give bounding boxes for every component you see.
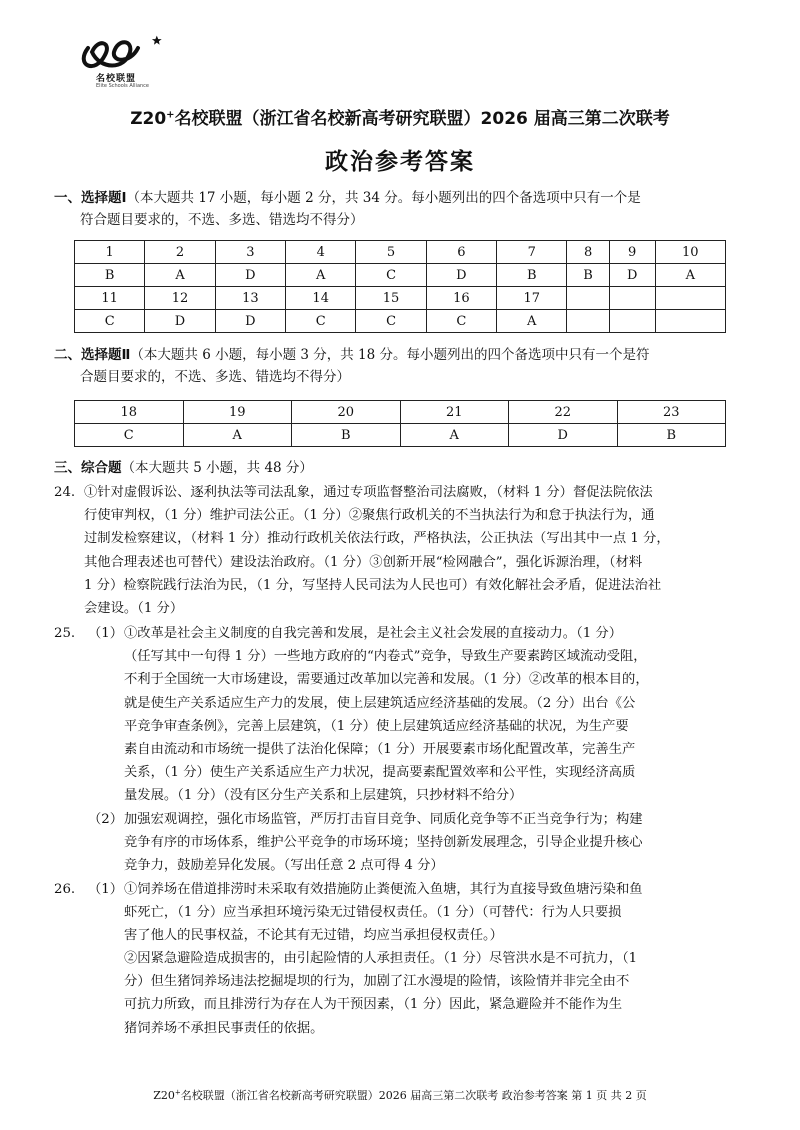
logo-text: 名校联盟 — [96, 74, 137, 84]
answer-cell — [609, 310, 655, 333]
section1-header: 一、选择题Ⅰ（本大题共 17 小题，每小题 2 分，共 34 分。每小题列出的四个备选项中只有一个是 符合题目要求的，不选、多选、错选均不得分） — [54, 190, 641, 228]
answer-line: 竞争力，鼓励差异化发展。（写出任意 2 点可得 4 分） — [124, 858, 444, 874]
answer-line: 1 分）检察院践行法治为民，（1 分，写坚持人民司法为人民也可）有效化解社会矛盾，促进法治社 — [84, 577, 662, 593]
question-number-cell: 4 — [286, 241, 356, 264]
answer-cell: B — [75, 264, 145, 287]
page-footer: Z20+名校联盟（浙江省名校新高考研究联盟）2026 届高三第二次联考 政治参考答案 第 1 页 共 2 页 — [153, 1088, 647, 1102]
answer-line: 不利于全国统一大市场建设，需要通过改革加以完善和发展。（1 分）②改革的根本目的， — [124, 672, 649, 688]
answer-line: 其他合理表述也可替代）建设法治政府。（1 分）③创新开展“检网融合”，强化诉源治理，（材料 — [84, 554, 643, 570]
answer-cell: A — [145, 264, 215, 287]
answer-cell: D — [215, 264, 285, 287]
answer-line: ②因紧急避险造成损害的，由引起险情的人承担责任。（1 分）尽管洪水是不可抗力，（1 — [124, 951, 638, 966]
answer-line: 分）但生猪饲养场违法挖掘堤坝的行为，加剧了江水漫堤的险情，该险情并非完全由不 — [124, 974, 630, 990]
answer-cell — [655, 310, 725, 333]
question-number-cell: 11 — [75, 287, 145, 310]
answer-cell: C — [75, 310, 145, 333]
answer-cell: D — [215, 310, 285, 333]
question-number-cell: 7 — [497, 241, 567, 264]
answer-cell: D — [145, 310, 215, 333]
answer-cell: C — [75, 424, 184, 447]
q25-number: 25. — [54, 626, 76, 641]
answer-table-2 — [74, 400, 726, 447]
q24-number: 24. — [54, 485, 76, 500]
q26-point-b — [124, 947, 750, 1040]
question-number-cell: 21 — [400, 401, 509, 424]
answer-line: 关系，（1 分）使生产关系适应生产力状况，提高要素配置效率和公平性，实现经济高质 — [124, 765, 636, 781]
answer-cell: A — [183, 424, 292, 447]
answer-cell: D — [609, 264, 655, 287]
q25-part2-answer — [124, 808, 750, 878]
question-number-cell: 17 — [497, 287, 567, 310]
answer-line: 会建设。（1 分） — [84, 601, 184, 617]
question-number-cell: 13 — [215, 287, 285, 310]
answer-cell: C — [426, 310, 496, 333]
answer-cell: B — [497, 264, 567, 287]
page-subtitle: 政治参考答案 — [325, 149, 475, 175]
answer-line: 竞争有序的市场体系，维护公平竞争的市场环境；坚持创新发展理念，引导企业提升核心 — [124, 835, 643, 851]
q26-number: 26. — [54, 882, 76, 897]
answer-line: 虾死亡，（1 分）应当承担环境污染无过错侵权责任。（1 分）（可替代：行为人只要损 — [124, 905, 622, 921]
answer-line: 加强宏观调控，强化市场监管，严厉打击盲目竞争、同质化竞争等不正当竞争行为；构建 — [124, 812, 643, 827]
q26-part1-label: （1） — [88, 882, 124, 897]
question-number-cell: 23 — [617, 401, 726, 424]
question-number-cell: 22 — [509, 401, 618, 424]
q24-answer — [84, 481, 750, 620]
question-number-cell: 5 — [356, 241, 426, 264]
q25-part1-answer — [124, 622, 750, 808]
answer-line: ①改革是社会主义制度的自我完善和发展，是社会主义社会发展的直接动力。（1 分） — [124, 626, 623, 641]
answer-line: ①饲养场在借道排涝时未采取有效措施防止粪便流入鱼塘，其行为直接导致鱼塘污染和鱼 — [124, 882, 643, 897]
answer-line: 就是使生产关系适应生产力的发展，使上层建筑适应经济基础的发展。（2 分）出台《公 — [124, 695, 636, 711]
answer-line: 害了他人的民事权益，不论其有无过错，均应当承担侵权责任。） — [124, 928, 503, 944]
answer-cell: D — [509, 424, 618, 447]
question-number-cell: 19 — [183, 401, 292, 424]
question-number-cell: 14 — [286, 287, 356, 310]
answer-line: 行使审判权，（1 分）维护司法公正。（1 分）②聚焦行政机关的不当执法行为和怠于执法行为，通 — [84, 508, 655, 524]
answer-cell: D — [426, 264, 496, 287]
q26-point-a — [124, 878, 750, 948]
section3-header: 三、综合题（本大题共 5 小题，共 48 分） — [54, 460, 313, 476]
q25-part1-label: （1） — [88, 626, 124, 641]
question-number-cell: 8 — [567, 241, 609, 264]
question-number-cell: 6 — [426, 241, 496, 264]
question-number-cell: 3 — [215, 241, 285, 264]
answer-cell: C — [356, 264, 426, 287]
answer-table-1 — [74, 240, 726, 333]
logo-subtext: Elite Schools Alliance — [96, 83, 150, 89]
answer-cell — [567, 310, 609, 333]
answer-line: 可抗力所致，而且排涝行为存在人为干预因素，（1 分）因此，紧急避险并不能作为生 — [124, 997, 623, 1013]
question-number-cell: 12 — [145, 287, 215, 310]
exam-title: Z20+名校联盟（浙江省名校新高考研究联盟）2026 届高三第二次联考 — [130, 109, 670, 129]
answer-line: 素自由流动和市场统一提供了法治化保障；（1 分）开展要素市场化配置改革，完善生产 — [124, 742, 636, 758]
answer-line: ①针对虚假诉讼、逐利执法等司法乱象，通过专项监督整治司法腐败，（材料 1 分）督促法院依法 — [84, 485, 653, 500]
question-number-cell: 16 — [426, 287, 496, 310]
question-number-cell — [567, 287, 609, 310]
question-number-cell: 20 — [292, 401, 401, 424]
answer-cell: C — [286, 310, 356, 333]
question-number-cell: 9 — [609, 241, 655, 264]
answer-cell: B — [617, 424, 726, 447]
answer-line: 猪饲养场不承担民事责任的依据。 — [124, 1020, 324, 1036]
question-number-cell: 18 — [75, 401, 184, 424]
answer-cell: A — [655, 264, 725, 287]
answer-cell: A — [286, 264, 356, 287]
answer-line: 平竞争审查条例》，完善上层建筑，（1 分）使上层建筑适应经济基础的状况，为生产要 — [124, 718, 629, 734]
answer-cell: B — [567, 264, 609, 287]
question-number-cell — [655, 287, 725, 310]
answer-cell: A — [497, 310, 567, 333]
question-number-cell: 10 — [655, 241, 725, 264]
answer-line: （任写其中一句得 1 分）一些地方政府的“内卷式”竞争，导致生产要素跨区域流动受阻， — [124, 649, 647, 665]
question-number-cell — [609, 287, 655, 310]
question-number-cell: 15 — [356, 287, 426, 310]
answer-cell: B — [292, 424, 401, 447]
answer-line: 过制发检察建议，（材料 1 分）推动行政机关依法行政，严格执法，公正执法（写出其中一点 1 分， — [84, 531, 670, 547]
answer-line: 量发展。（1 分）（没有区分生产关系和上层建筑，只抄材料不给分） — [124, 788, 523, 804]
question-number-cell: 2 — [145, 241, 215, 264]
question-number-cell: 1 — [75, 241, 145, 264]
q25-part2-label: （2） — [88, 812, 124, 827]
section2-header: 二、选择题Ⅱ（本大题共 6 小题，每小题 3 分，共 18 分。每小题列出的四个备选项中只有一个是符 合题目要求的，不选、多选、错选均不得分） — [54, 347, 650, 385]
answer-cell: C — [356, 310, 426, 333]
answer-cell: A — [400, 424, 509, 447]
